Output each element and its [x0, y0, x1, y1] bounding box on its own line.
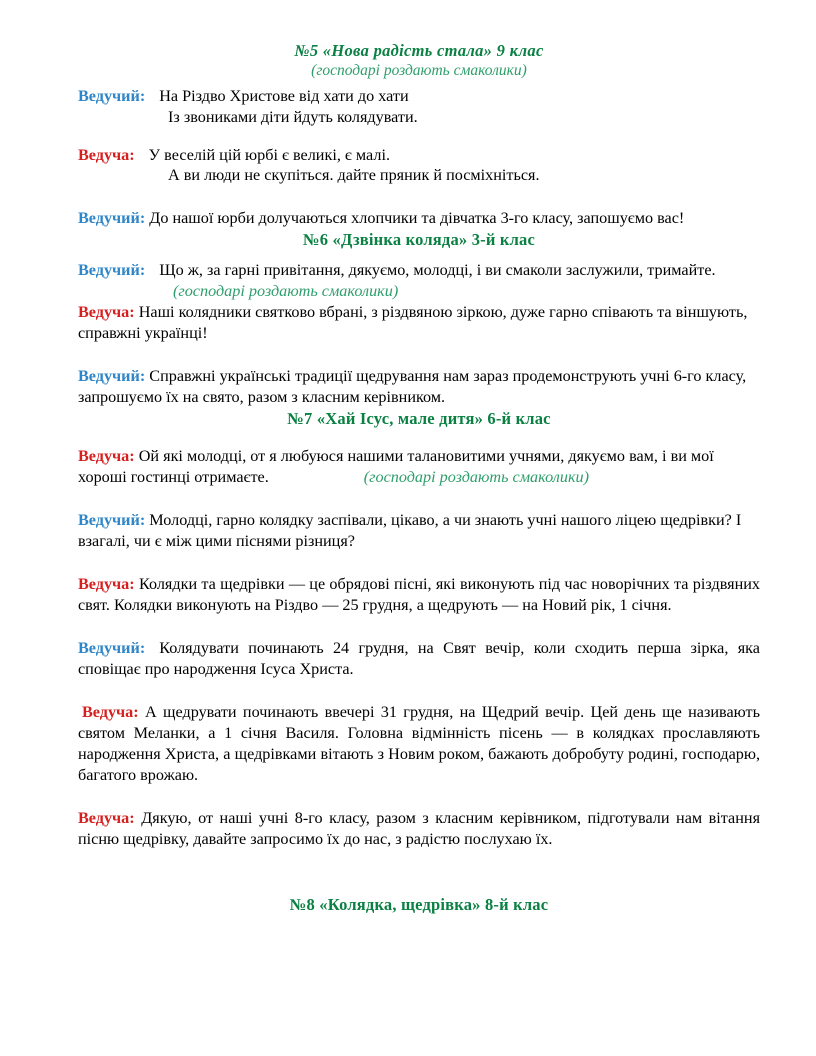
speech-text: Що ж, за гарні привітання, дякуємо, молодці, і ви смаколи заслужили, тримайте.: [159, 260, 716, 279]
spacer-block: [78, 251, 760, 260]
spacer-block: [78, 128, 760, 145]
speech-line-7: [78, 446, 760, 488]
speech-line-9: [78, 574, 760, 616]
speech-text: Молодці, гарно колядку заспівали, цікаво, а чи знають учні нашого ліцею щедрівки? І взагалі, чи є між цими піснями різниця?: [78, 511, 742, 551]
spacer-block: [78, 850, 760, 894]
speaker-label-male: Ведучий:: [78, 86, 146, 105]
spacer-block: [78, 616, 760, 638]
stage-direction-treats-2: (господарі роздають смаколики): [363, 468, 589, 487]
speech-text: Наші колядники святково вбрані, з різдвяною зіркою, дуже гарно співають та віншують, справжні українці!: [78, 302, 748, 342]
speaker-label-female: Ведуча:: [78, 447, 135, 466]
speaker-label-female: Ведуча:: [78, 808, 135, 827]
song-5-stage-direction: (господарі роздають смаколики): [311, 62, 527, 80]
document-content: [78, 40, 760, 915]
speech-line-5: [78, 302, 760, 344]
speech-text: Справжні українські традиції щедрування нам зараз продемонструють учні 6-го класу, запрошуємо їх на свято, разом з класним керівником.: [78, 366, 747, 406]
speech-text: Колядувати починають 24 грудня, на Свят вечір, коли сходить перша зірка, яка сповіщає про народження Ісуса Христа.: [78, 638, 760, 678]
speech-line-1: [78, 86, 760, 107]
speech-line-8: [78, 510, 760, 552]
speech-text: Із звониками діти йдуть колядувати.: [168, 107, 418, 126]
speaker-label-male: Ведучий:: [78, 366, 146, 385]
spacer-block: [78, 786, 760, 808]
speech-line-2-cont: [78, 165, 760, 186]
speech-text: У веселій цій юрбі є великі, є малі.: [148, 145, 391, 164]
speech-line-2: [78, 145, 760, 166]
song-heading-8: №8 «Колядка, щедрівка» 8-й клас: [289, 894, 549, 914]
speech-text: До нашої юрби долучаються хлопчики та дівчатка 3-го класу, запошуємо вас!: [149, 209, 685, 228]
speaker-label-male: Ведучий:: [78, 511, 146, 530]
spacer-block: [78, 552, 760, 574]
speaker-label-female: Ведуча:: [78, 574, 135, 593]
speaker-label-female: Ведуча:: [82, 702, 139, 721]
speech-line-1-cont: [78, 107, 760, 128]
speech-line-6: [78, 366, 760, 408]
speech-text: Ой які молодці, от я любуюся нашими талановитими учнями, дякуємо вам, і ви мої хороші гостинці отримаєте.: [78, 447, 714, 487]
speech-line-12: [78, 808, 760, 850]
spacer-block: [78, 680, 760, 702]
speech-line-11: [78, 702, 760, 786]
song-heading-5: №5 «Нова радість стала» 9 клас: [294, 41, 544, 60]
speaker-label-female: Ведуча:: [78, 302, 135, 321]
spacer-block: [78, 488, 760, 510]
speech-text: Колядки та щедрівки — це обрядові пісні, які виконують під час новорічних та різдвяних свят. Колядки виконують на Різдво — 25 грудня, а щедрують — на Новий рік, 1 січня.: [78, 574, 760, 614]
speech-text: А щедрувати починають ввечері 31 грудня, на Щедрий вечір. Цей день ще називають святом Меланки, а 1 січня Василя. Головна відмінність пісень — в колядках прославляють народження Христа, а щедрівками вітають з Новим роком, бажають добробуту родині, господарю, багатого врожаю.: [78, 702, 760, 784]
spacer-block: [78, 344, 760, 366]
song-heading-7: №7 «Хай Ісус, мале дитя» 6-й клас: [287, 408, 551, 428]
stage-direction-treats-1: (господарі роздають смаколики): [173, 281, 399, 300]
speech-text: А ви люди не скупіться. дайте пряник й посміхніться.: [168, 166, 540, 185]
speaker-label-female: Ведуча:: [78, 145, 135, 164]
speech-text: Дякую, от наші учні 8-го класу, разом з класним керівником, підготували нам вітання пісню щедрівку, давайте запросимо їх до нас, з радістю послухаю їх.: [78, 808, 761, 848]
speech-line-10: [78, 638, 760, 680]
speech-line-3: [78, 208, 760, 229]
speaker-label-male: Ведучий:: [78, 209, 146, 228]
speech-text: На Різдво Христове від хати до хати: [159, 86, 409, 105]
spacer-block: [78, 186, 760, 208]
speaker-label-male: Ведучий:: [78, 638, 146, 657]
speaker-label-male: Ведучий:: [78, 260, 146, 279]
speech-line-4: [78, 260, 760, 302]
spacer-block: [78, 429, 760, 446]
song-heading-6: №6 «Дзвінка коляда» 3-й клас: [302, 230, 536, 250]
